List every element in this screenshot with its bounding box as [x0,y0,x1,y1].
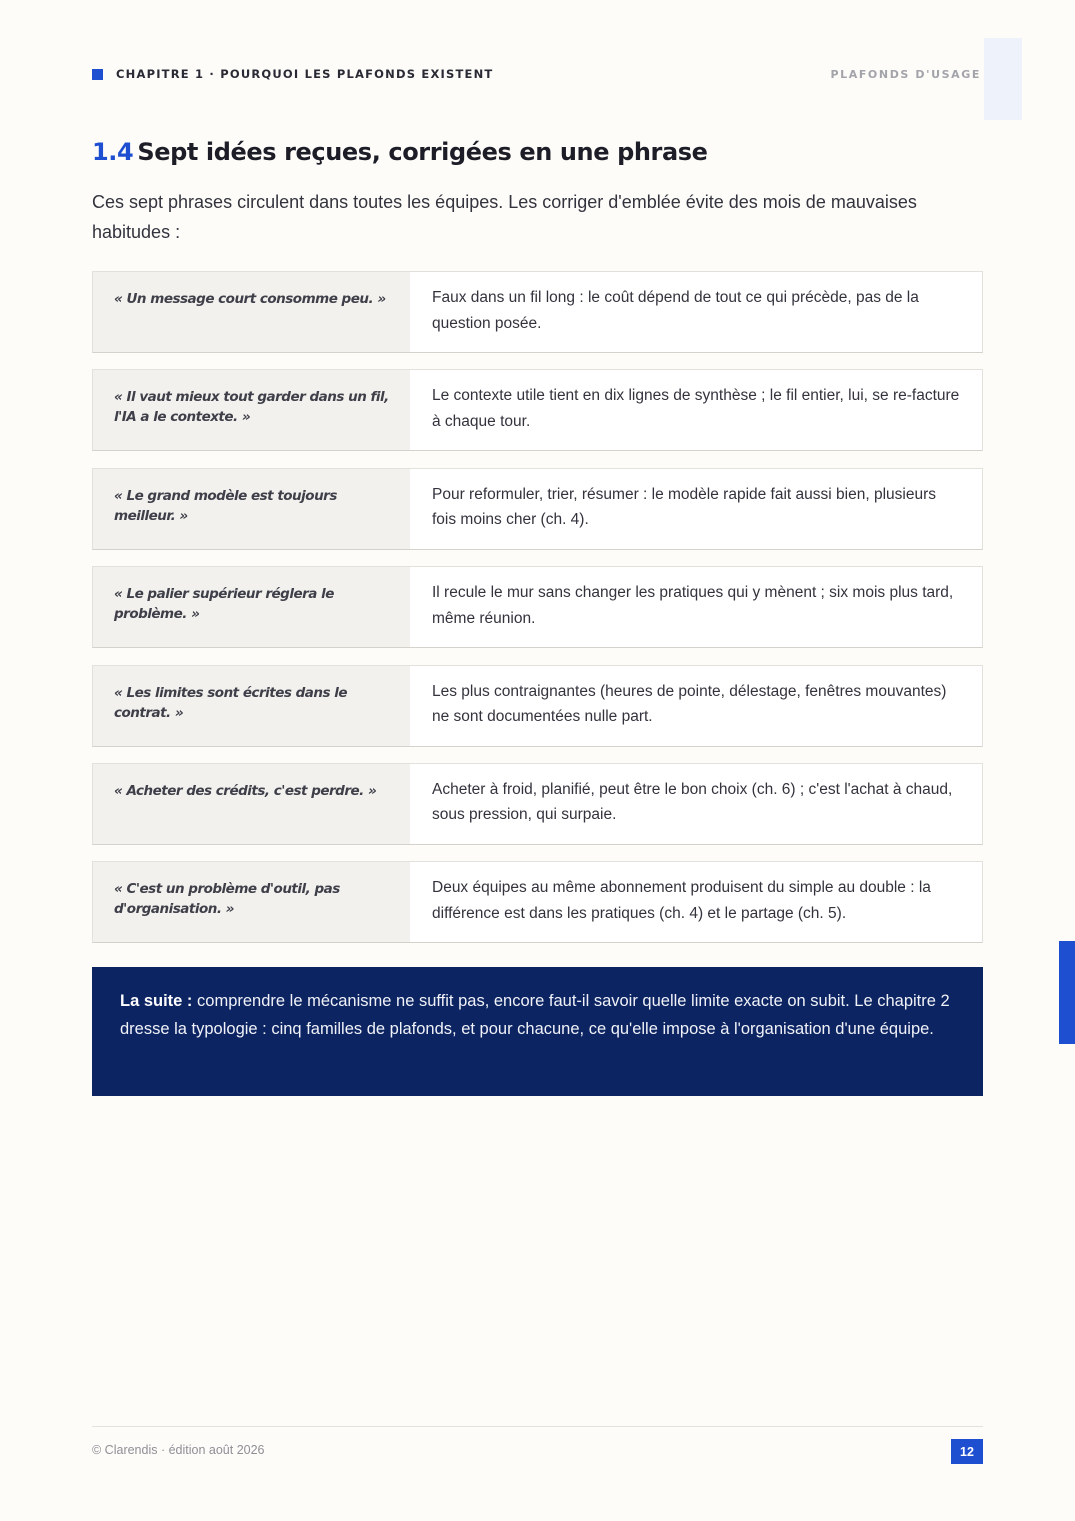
myth-row [92,763,983,845]
myth-correction: Acheter à froid, planifié, peut être le bon choix (ch. 6) ; c'est l'achat à chaud, sous pression, qui surpaie. [432,780,953,824]
document-title: PLAFONDS D'USAGE [830,68,981,81]
chapter-side-tab [1059,941,1075,1044]
chapter-marker-decoration [984,38,1022,120]
chapter-square-icon [92,69,103,80]
myth-quote: « Le palier supérieur réglera le problème. » [93,567,410,647]
myth-row [92,665,983,747]
myth-quote: « Acheter des crédits, c'est perdre. » [93,764,410,844]
intro-paragraph: Ces sept phrases circulent dans toutes les équipes. Les corriger d'emblée évite des mois de mauvaises habitudes : [92,192,917,242]
myth-quote: « Il vaut mieux tout garder dans un fil, l'IA a le contexte. » [93,370,410,450]
callout-label: La suite : [120,992,193,1010]
page-number-badge: 12 [951,1439,983,1464]
section-number: 1.4 [92,138,134,166]
myth-quote: « Un message court consomme peu. » [93,272,410,352]
myth-row [92,566,983,648]
myth-quote: « Les limites sont écrites dans le contrat. » [93,666,410,746]
myth-correction: Pour reformuler, trier, résumer : le modèle rapide fait aussi bien, plusieurs fois moins cher (ch. 4). [432,485,936,529]
section-title-text: Sept idées reçues, corrigées en une phrase [137,138,708,166]
callout-text: comprendre le mécanisme ne suffit pas, encore faut-il savoir quelle limite exacte on subit. Le chapitre 2 dresse la typologie : cinq familles de plafonds, et pour chacune, ce qu'elle impose à l'organisation d'une équipe. [120,992,950,1038]
running-header-left [92,67,493,81]
footer-copyright: © Clarendis · édition août 2026 [92,1443,265,1457]
myth-correction: Faux dans un fil long : le coût dépend de tout ce qui précède, pas de la question posée. [432,289,919,332]
myth-correction: Il recule le mur sans changer les pratiques qui y mènent ; six mois plus tard, même réunion. [432,584,954,627]
myth-row [92,861,983,943]
myth-correction: Deux équipes au même abonnement produisent du simple au double : la différence est dans les pratiques (ch. 4) et le partage (ch. 5). [432,879,931,922]
myth-correction: Le contexte utile tient en dix lignes de synthèse ; le fil entier, lui, se re-facture à chaque tour. [432,387,960,430]
chapter-label: CHAPITRE 1 · POURQUOI LES PLAFONDS EXISTENT [116,67,494,81]
myth-row [92,271,983,353]
next-chapter-callout [92,967,983,1096]
myth-table [92,271,983,960]
myth-quote: « C'est un problème d'outil, pas d'organisation. » [93,862,410,942]
myth-row [92,369,983,451]
footer-divider [92,1426,983,1427]
myth-quote: « Le grand modèle est toujours meilleur. » [93,469,410,549]
section-heading [92,138,708,166]
myth-row [92,468,983,550]
myth-correction: Les plus contraignantes (heures de pointe, délestage, fenêtres mouvantes) ne sont documentées nulle part. [432,682,947,726]
